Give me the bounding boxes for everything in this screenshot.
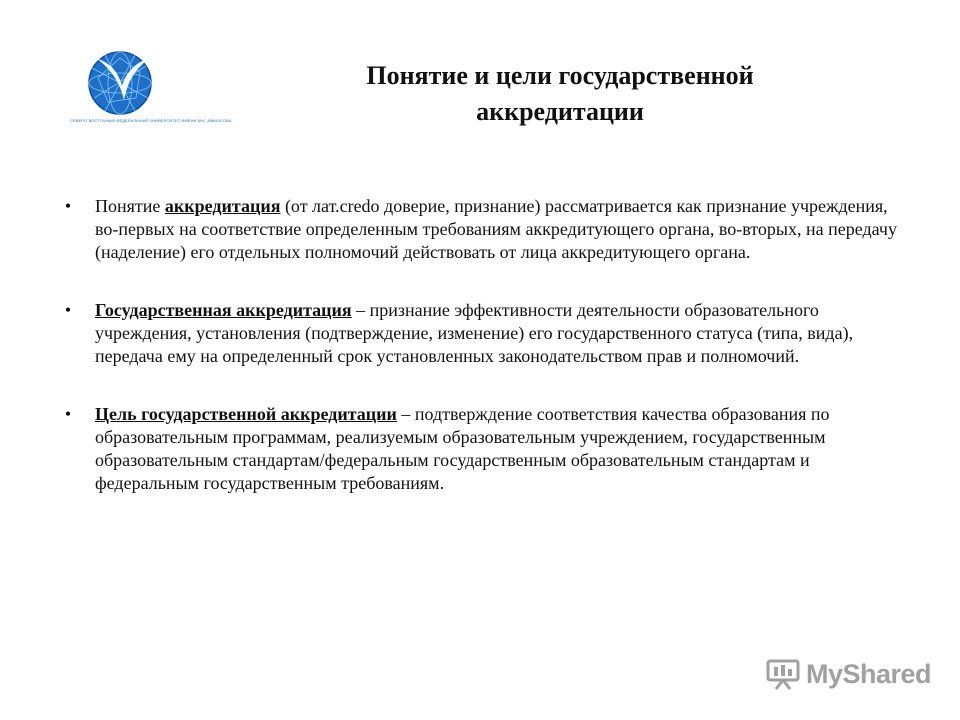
bullet-text: (от лат.credo доверие, признание) рассматривается как признание учреждения, во-первых на соответствие определенным требованиям аккредитующего органа, во-вторых, на передачу (наделение) его отдельных полномочий действовать от лица аккредитующего органа. xyxy=(95,196,897,262)
bullet-item-definition xyxy=(58,195,898,264)
bullet-marker: • xyxy=(64,300,72,320)
globe-logo-graphic xyxy=(70,48,170,118)
bullet-term: аккредитация xyxy=(164,196,281,216)
logo-caption: СЕВЕРО-ВОСТОЧНЫЙ ФЕДЕРАЛЬНЫЙ УНИВЕРСИТЕТ ИМЕНИ М.К. АММОСОВА xyxy=(70,118,232,123)
bullet-list xyxy=(58,195,898,530)
bullet-term: Цель государственной аккредитации xyxy=(95,404,397,424)
bullet-marker: • xyxy=(64,404,72,424)
bullet-prefix: Понятие xyxy=(95,196,165,216)
watermark-text: MyShared xyxy=(806,658,932,689)
bullet-marker: • xyxy=(64,196,72,216)
bullet-item-goal xyxy=(58,403,898,495)
university-logo xyxy=(70,48,232,132)
bullet-text: – признание эффективности деятельности образовательного учреждения, установления (подтверждение, изменение) его государственного статуса (типа, вида), передача ему на определенный срок установленных законодательством прав и полномочий. xyxy=(95,300,854,366)
bullet-term: Государственная аккредитация xyxy=(95,300,352,320)
bullet-text: – подтверждение соответствия качества образования по образовательным программам, реализуемым образовательным учреждением, государственным образовательным стандартам/федеральным государственным образовательным стандартам и федеральным государственным требованиям. xyxy=(95,404,830,493)
slide-title-line-2: аккредитации xyxy=(476,97,644,126)
slide-title xyxy=(300,58,820,130)
presentation-board-icon xyxy=(766,658,800,690)
bullet-item-state-accreditation xyxy=(58,299,898,368)
slide-title-line-1: Понятие и цели государственной xyxy=(366,61,754,90)
myshared-watermark xyxy=(766,656,932,692)
